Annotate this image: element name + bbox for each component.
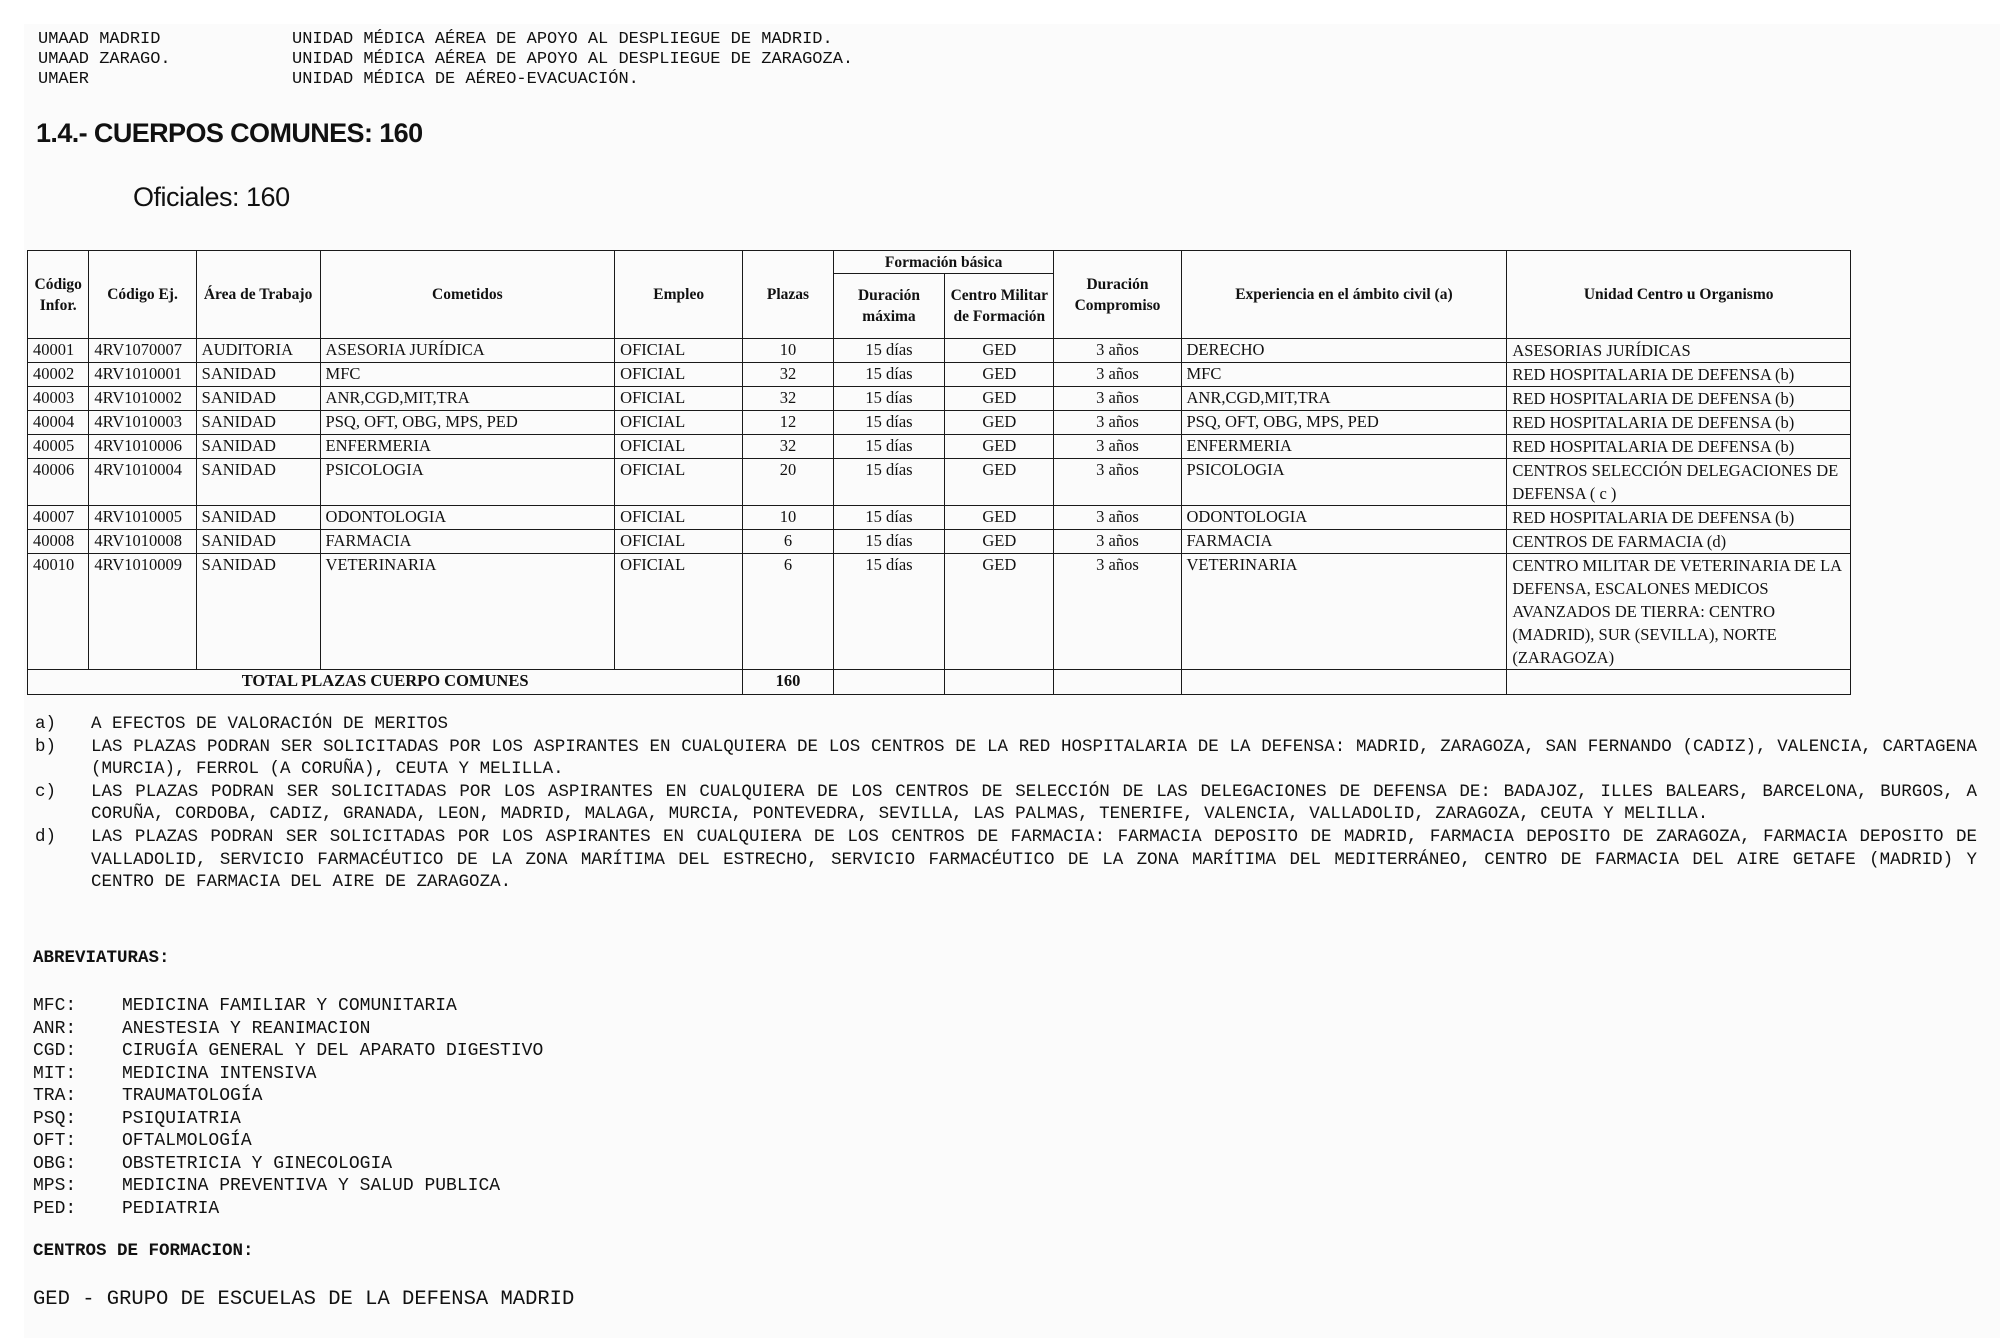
- cell-empleo: OFICIAL: [615, 530, 743, 554]
- footnote-text: A EFECTOS DE VALORACIÓN DE MERITOS: [91, 714, 449, 734]
- cell-codigo-infor: 40007: [28, 506, 89, 530]
- cell-codigo-infor: 40001: [28, 339, 89, 363]
- header-duracion-compromiso: Duración Compromiso: [1054, 251, 1181, 339]
- header-cometidos: Cometidos: [320, 251, 615, 339]
- footnote: [35, 736, 1977, 781]
- cell-centro-militar: GED: [945, 411, 1054, 435]
- cell-experiencia: ANR,CGD,MIT,TRA: [1181, 387, 1507, 411]
- cell-codigo-ej: 4RV1010005: [89, 506, 196, 530]
- footnote-text: LAS PLAZAS PODRAN SER SOLICITADAS POR LOS ASPIRANTES EN CUALQUIERA DE LOS CENTROS DE SELECCIÓN DE LAS DELEGACIONES DE DEFENSA DE: BADAJOZ, ILLES BALEARS, BARCELONA, BURGOS, A CORUÑA, CORDOBA, CADIZ, GRANADA, LEON, MADRID, MALAGA, MURCIA, PONTEVEDRA, SEVILLA, LAS PALMAS, TENERIFE, VALENCIA, VALLADOLID, ZARAGOZA, CEUTA Y MELILLA.: [91, 781, 1977, 825]
- cell-experiencia: ENFERMERIA: [1181, 435, 1507, 459]
- cell-codigo-ej: 4RV1010004: [89, 459, 196, 506]
- cell-empleo: OFICIAL: [615, 411, 743, 435]
- cell-duracion-compromiso: 3 años: [1054, 506, 1181, 530]
- cell-plazas: 32: [743, 363, 834, 387]
- abbreviation-value: CIRUGÍA GENERAL Y DEL APARATO DIGESTIVO: [122, 1041, 544, 1061]
- footnote-label: c): [35, 781, 57, 802]
- total-value: 160: [743, 670, 834, 695]
- cell-codigo-ej: 4RV1010008: [89, 530, 196, 554]
- cell-unidad: RED HOSPITALARIA DE DEFENSA (b): [1507, 387, 1851, 411]
- cell-centro-militar: GED: [945, 435, 1054, 459]
- cell-duracion-compromiso: 3 años: [1054, 411, 1181, 435]
- abbreviation-value: MEDICINA PREVENTIVA Y SALUD PUBLICA: [122, 1176, 501, 1196]
- cell-experiencia: DERECHO: [1181, 339, 1507, 363]
- abbreviation-value: MEDICINA INTENSIVA: [122, 1063, 317, 1084]
- cell-duracion-compromiso: 3 años: [1054, 530, 1181, 554]
- cell-codigo-ej: 4RV1010003: [89, 411, 196, 435]
- empty-cell: [1507, 670, 1851, 695]
- cell-duracion-compromiso: 3 años: [1054, 387, 1181, 411]
- cell-plazas: 32: [743, 435, 834, 459]
- table-row: [28, 387, 1851, 411]
- abbreviation-value: PSIQUIATRIA: [122, 1108, 241, 1129]
- cell-area: SANIDAD: [196, 435, 320, 459]
- cell-duracion-compromiso: 3 años: [1054, 363, 1181, 387]
- cell-cometidos: FARMACIA: [320, 530, 615, 554]
- cell-centro-militar: GED: [945, 363, 1054, 387]
- cell-centro-militar: GED: [945, 506, 1054, 530]
- cell-codigo-ej: 4RV1010001: [89, 363, 196, 387]
- subsection-title: Oficiales: 160: [133, 182, 290, 212]
- cell-cometidos: ODONTOLOGIA: [320, 506, 615, 530]
- cell-area: SANIDAD: [196, 411, 320, 435]
- abbreviation-key: ANR:: [33, 1018, 77, 1039]
- cell-empleo: OFICIAL: [615, 554, 743, 670]
- footnote-text: LAS PLAZAS PODRAN SER SOLICITADAS POR LOS ASPIRANTES EN CUALQUIERA DE LOS CENTROS DE FARMACIA: FARMACIA DEPOSITO DE MADRID, FARMACIA DEPOSITO DE ZARAGOZA, FARMACIA DEPOSITO DE VALLADOLID, SERVICIO FARMACÉUTICO DE LA ZONA MARÍTIMA DEL ESTRECHO, SERVICIO FARMACÉUTICO DE LA ZONA MARÍTIMA DEL MEDITERRÁNEO, CENTRO DE FARMACIA DEL AIRE GETAFE (MADRID) Y CENTRO DE FARMACIA DEL AIRE DE ZARAGOZA.: [91, 826, 1977, 893]
- table-row: [28, 435, 1851, 459]
- cell-centro-militar: GED: [945, 530, 1054, 554]
- footnote-label: d): [35, 826, 57, 847]
- abbreviation-value: ANESTESIA Y REANIMACION: [122, 1018, 371, 1039]
- abbreviation-row: [33, 1085, 543, 1108]
- cell-empleo: OFICIAL: [615, 459, 743, 506]
- empty-cell: [1054, 670, 1181, 695]
- footnote-label: b): [35, 736, 57, 757]
- abbreviation-value: MEDICINA FAMILIAR Y COMUNITARIA: [122, 996, 457, 1016]
- abbreviation-key: CGD:: [33, 1041, 77, 1061]
- cell-unidad: CENTROS SELECCIÓN DELEGACIONES DE DEFENSA ( c ): [1507, 459, 1851, 506]
- abbreviation-key: MPS:: [33, 1176, 77, 1196]
- empty-cell: [945, 670, 1054, 695]
- cell-duracion-compromiso: 3 años: [1054, 435, 1181, 459]
- empty-cell: [833, 670, 944, 695]
- acronym-value: UNIDAD MÉDICA AÉREA DE APOYO AL DESPLIEGUE DE MADRID.: [292, 30, 833, 49]
- header-area: Área de Trabajo: [196, 251, 320, 339]
- cell-plazas: 6: [743, 554, 834, 670]
- section-title: 1.4.- CUERPOS COMUNES: 160: [36, 118, 423, 148]
- cell-unidad: RED HOSPITALARIA DE DEFENSA (b): [1507, 435, 1851, 459]
- cell-codigo-ej: 4RV1010002: [89, 387, 196, 411]
- cell-codigo-ej: 4RV1010006: [89, 435, 196, 459]
- abbreviation-key: TRA:: [33, 1086, 77, 1106]
- cell-centro-militar: GED: [945, 387, 1054, 411]
- acronym-key: UMAAD ZARAGO.: [38, 50, 171, 69]
- acronym-row: [38, 30, 853, 50]
- footnote: [35, 713, 1977, 736]
- cell-area: SANIDAD: [196, 554, 320, 670]
- cell-cometidos: PSICOLOGIA: [320, 459, 615, 506]
- abbreviations-title: ABREVIATURAS:: [33, 948, 170, 968]
- footnotes: [35, 713, 1977, 894]
- cell-duracion-compromiso: 3 años: [1054, 459, 1181, 506]
- acronym-list: [38, 30, 853, 90]
- cell-plazas: 10: [743, 339, 834, 363]
- footnote: [35, 781, 1977, 826]
- abbreviation-key: OFT:: [33, 1131, 77, 1151]
- cell-duracion-maxima: 15 días: [833, 387, 944, 411]
- cell-duracion-compromiso: 3 años: [1054, 339, 1181, 363]
- cell-duracion-maxima: 15 días: [833, 435, 944, 459]
- abbreviation-row: [33, 995, 543, 1018]
- acronym-row: [38, 50, 853, 70]
- cell-codigo-infor: 40008: [28, 530, 89, 554]
- abbreviation-value: OBSTETRICIA Y GINECOLOGIA: [122, 1153, 393, 1174]
- cell-area: AUDITORIA: [196, 339, 320, 363]
- cell-plazas: 12: [743, 411, 834, 435]
- empty-cell: [1181, 670, 1507, 695]
- cell-area: SANIDAD: [196, 363, 320, 387]
- abbreviations-list: [33, 995, 543, 1220]
- abbreviation-value: OFTALMOLOGÍA: [122, 1131, 252, 1151]
- cell-duracion-compromiso: 3 años: [1054, 554, 1181, 670]
- cell-codigo-infor: 40010: [28, 554, 89, 670]
- abbreviation-key: MIT:: [33, 1063, 77, 1084]
- cell-codigo-infor: 40006: [28, 459, 89, 506]
- acronym-row: [38, 70, 853, 90]
- header-plazas: Plazas: [743, 251, 834, 339]
- cell-centro-militar: GED: [945, 554, 1054, 670]
- abbreviation-row: [33, 1040, 543, 1063]
- cell-duracion-maxima: 15 días: [833, 339, 944, 363]
- cell-unidad: CENTRO MILITAR DE VETERINARIA DE LA DEFENSA, ESCALONES MEDICOS AVANZADOS DE TIERRA: CENTRO (MADRID), SUR (SEVILLA), NORTE (ZARAGOZA): [1507, 554, 1851, 670]
- cell-unidad: ASESORIAS JURÍDICAS: [1507, 339, 1851, 363]
- cell-experiencia: PSICOLOGIA: [1181, 459, 1507, 506]
- cell-codigo-infor: 40003: [28, 387, 89, 411]
- cell-centro-militar: GED: [945, 459, 1054, 506]
- cell-cometidos: ENFERMERIA: [320, 435, 615, 459]
- table-row: [28, 506, 1851, 530]
- abbreviation-key: PED:: [33, 1198, 77, 1219]
- footnote: [35, 826, 1977, 894]
- cell-empleo: OFICIAL: [615, 506, 743, 530]
- acronym-value: UNIDAD MÉDICA DE AÉREO-EVACUACIÓN.: [292, 70, 639, 89]
- cell-codigo-infor: 40005: [28, 435, 89, 459]
- cell-plazas: 10: [743, 506, 834, 530]
- cell-codigo-infor: 40004: [28, 411, 89, 435]
- header-duracion-maxima: Duración máxima: [833, 274, 944, 339]
- total-label: TOTAL PLAZAS CUERPO COMUNES: [28, 670, 743, 695]
- cell-cometidos: ASESORIA JURÍDICA: [320, 339, 615, 363]
- cell-duracion-maxima: 15 días: [833, 411, 944, 435]
- footnote-label: a): [35, 714, 57, 734]
- cell-empleo: OFICIAL: [615, 363, 743, 387]
- cell-codigo-infor: 40002: [28, 363, 89, 387]
- header-unidad: Unidad Centro u Organismo: [1507, 251, 1851, 339]
- cell-area: SANIDAD: [196, 459, 320, 506]
- cell-codigo-ej: 4RV1010009: [89, 554, 196, 670]
- cell-empleo: OFICIAL: [615, 339, 743, 363]
- cell-area: SANIDAD: [196, 506, 320, 530]
- cell-duracion-maxima: 15 días: [833, 506, 944, 530]
- footnote-text: LAS PLAZAS PODRAN SER SOLICITADAS POR LOS ASPIRANTES EN CUALQUIERA DE LOS CENTROS DE LA RED HOSPITALARIA DE LA DEFENSA: MADRID, ZARAGOZA, SAN FERNANDO (CADIZ), VALENCIA, CARTAGENA (MURCIA), FERROL (A CORUÑA), CEUTA Y MELILLA.: [91, 736, 1977, 780]
- centros-formacion-title: CENTROS DE FORMACION:: [33, 1241, 254, 1261]
- header-empleo: Empleo: [615, 251, 743, 339]
- cell-experiencia: VETERINARIA: [1181, 554, 1507, 670]
- abbreviation-row: [33, 1198, 543, 1221]
- cell-cometidos: ANR,CGD,MIT,TRA: [320, 387, 615, 411]
- cell-area: SANIDAD: [196, 530, 320, 554]
- table-row: [28, 363, 1851, 387]
- abbreviation-row: [33, 1018, 543, 1041]
- cell-duracion-maxima: 15 días: [833, 459, 944, 506]
- cell-unidad: RED HOSPITALARIA DE DEFENSA (b): [1507, 363, 1851, 387]
- table-row: [28, 459, 1851, 506]
- cell-experiencia: ODONTOLOGIA: [1181, 506, 1507, 530]
- table-row: [28, 530, 1851, 554]
- header-codigo-ej: Código Ej.: [89, 251, 196, 339]
- cell-experiencia: PSQ, OFT, OBG, MPS, PED: [1181, 411, 1507, 435]
- header-formacion-basica: Formación básica: [833, 251, 1054, 274]
- cell-cometidos: VETERINARIA: [320, 554, 615, 670]
- cell-plazas: 20: [743, 459, 834, 506]
- cell-unidad: CENTROS DE FARMACIA (d): [1507, 530, 1851, 554]
- cell-centro-militar: GED: [945, 339, 1054, 363]
- abbreviation-key: PSQ:: [33, 1108, 77, 1129]
- abbreviation-row: [33, 1108, 543, 1131]
- cell-experiencia: MFC: [1181, 363, 1507, 387]
- abbreviation-row: [33, 1130, 543, 1153]
- table-row: [28, 554, 1851, 670]
- acronym-value: UNIDAD MÉDICA AÉREA DE APOYO AL DESPLIEGUE DE ZARAGOZA.: [292, 50, 854, 69]
- header-experiencia: Experiencia en el ámbito civil (a): [1181, 251, 1507, 339]
- header-centro-militar: Centro Militar de Formación: [945, 274, 1054, 339]
- cell-cometidos: PSQ, OFT, OBG, MPS, PED: [320, 411, 615, 435]
- cell-cometidos: MFC: [320, 363, 615, 387]
- acronym-key: UMAER: [38, 70, 90, 89]
- abbreviation-row: [33, 1153, 543, 1176]
- acronym-key: UMAAD MADRID: [38, 30, 161, 49]
- cell-experiencia: FARMACIA: [1181, 530, 1507, 554]
- total-row: [28, 670, 1851, 695]
- centros-formacion-ged: GED - GRUPO DE ESCUELAS DE LA DEFENSA MADRID: [33, 1288, 575, 1311]
- cell-unidad: RED HOSPITALARIA DE DEFENSA (b): [1507, 506, 1851, 530]
- cell-duracion-maxima: 15 días: [833, 554, 944, 670]
- abbreviation-key: MFC:: [33, 996, 77, 1016]
- cell-empleo: OFICIAL: [615, 435, 743, 459]
- abbreviation-value: TRAUMATOLOGÍA: [122, 1086, 263, 1106]
- cell-plazas: 32: [743, 387, 834, 411]
- abbreviation-key: OBG:: [33, 1153, 77, 1174]
- abbreviation-row: [33, 1175, 543, 1198]
- header-codigo-infor: Código Infor.: [28, 251, 89, 339]
- table-row: [28, 339, 1851, 363]
- cell-plazas: 6: [743, 530, 834, 554]
- abbreviation-row: [33, 1063, 543, 1086]
- cell-duracion-maxima: 15 días: [833, 530, 944, 554]
- cell-duracion-maxima: 15 días: [833, 363, 944, 387]
- cell-area: SANIDAD: [196, 387, 320, 411]
- cell-unidad: RED HOSPITALARIA DE DEFENSA (b): [1507, 411, 1851, 435]
- plazas-table: [27, 250, 1851, 695]
- cell-empleo: OFICIAL: [615, 387, 743, 411]
- table-row: [28, 411, 1851, 435]
- abbreviation-value: PEDIATRIA: [122, 1198, 220, 1219]
- cell-codigo-ej: 4RV1070007: [89, 339, 196, 363]
